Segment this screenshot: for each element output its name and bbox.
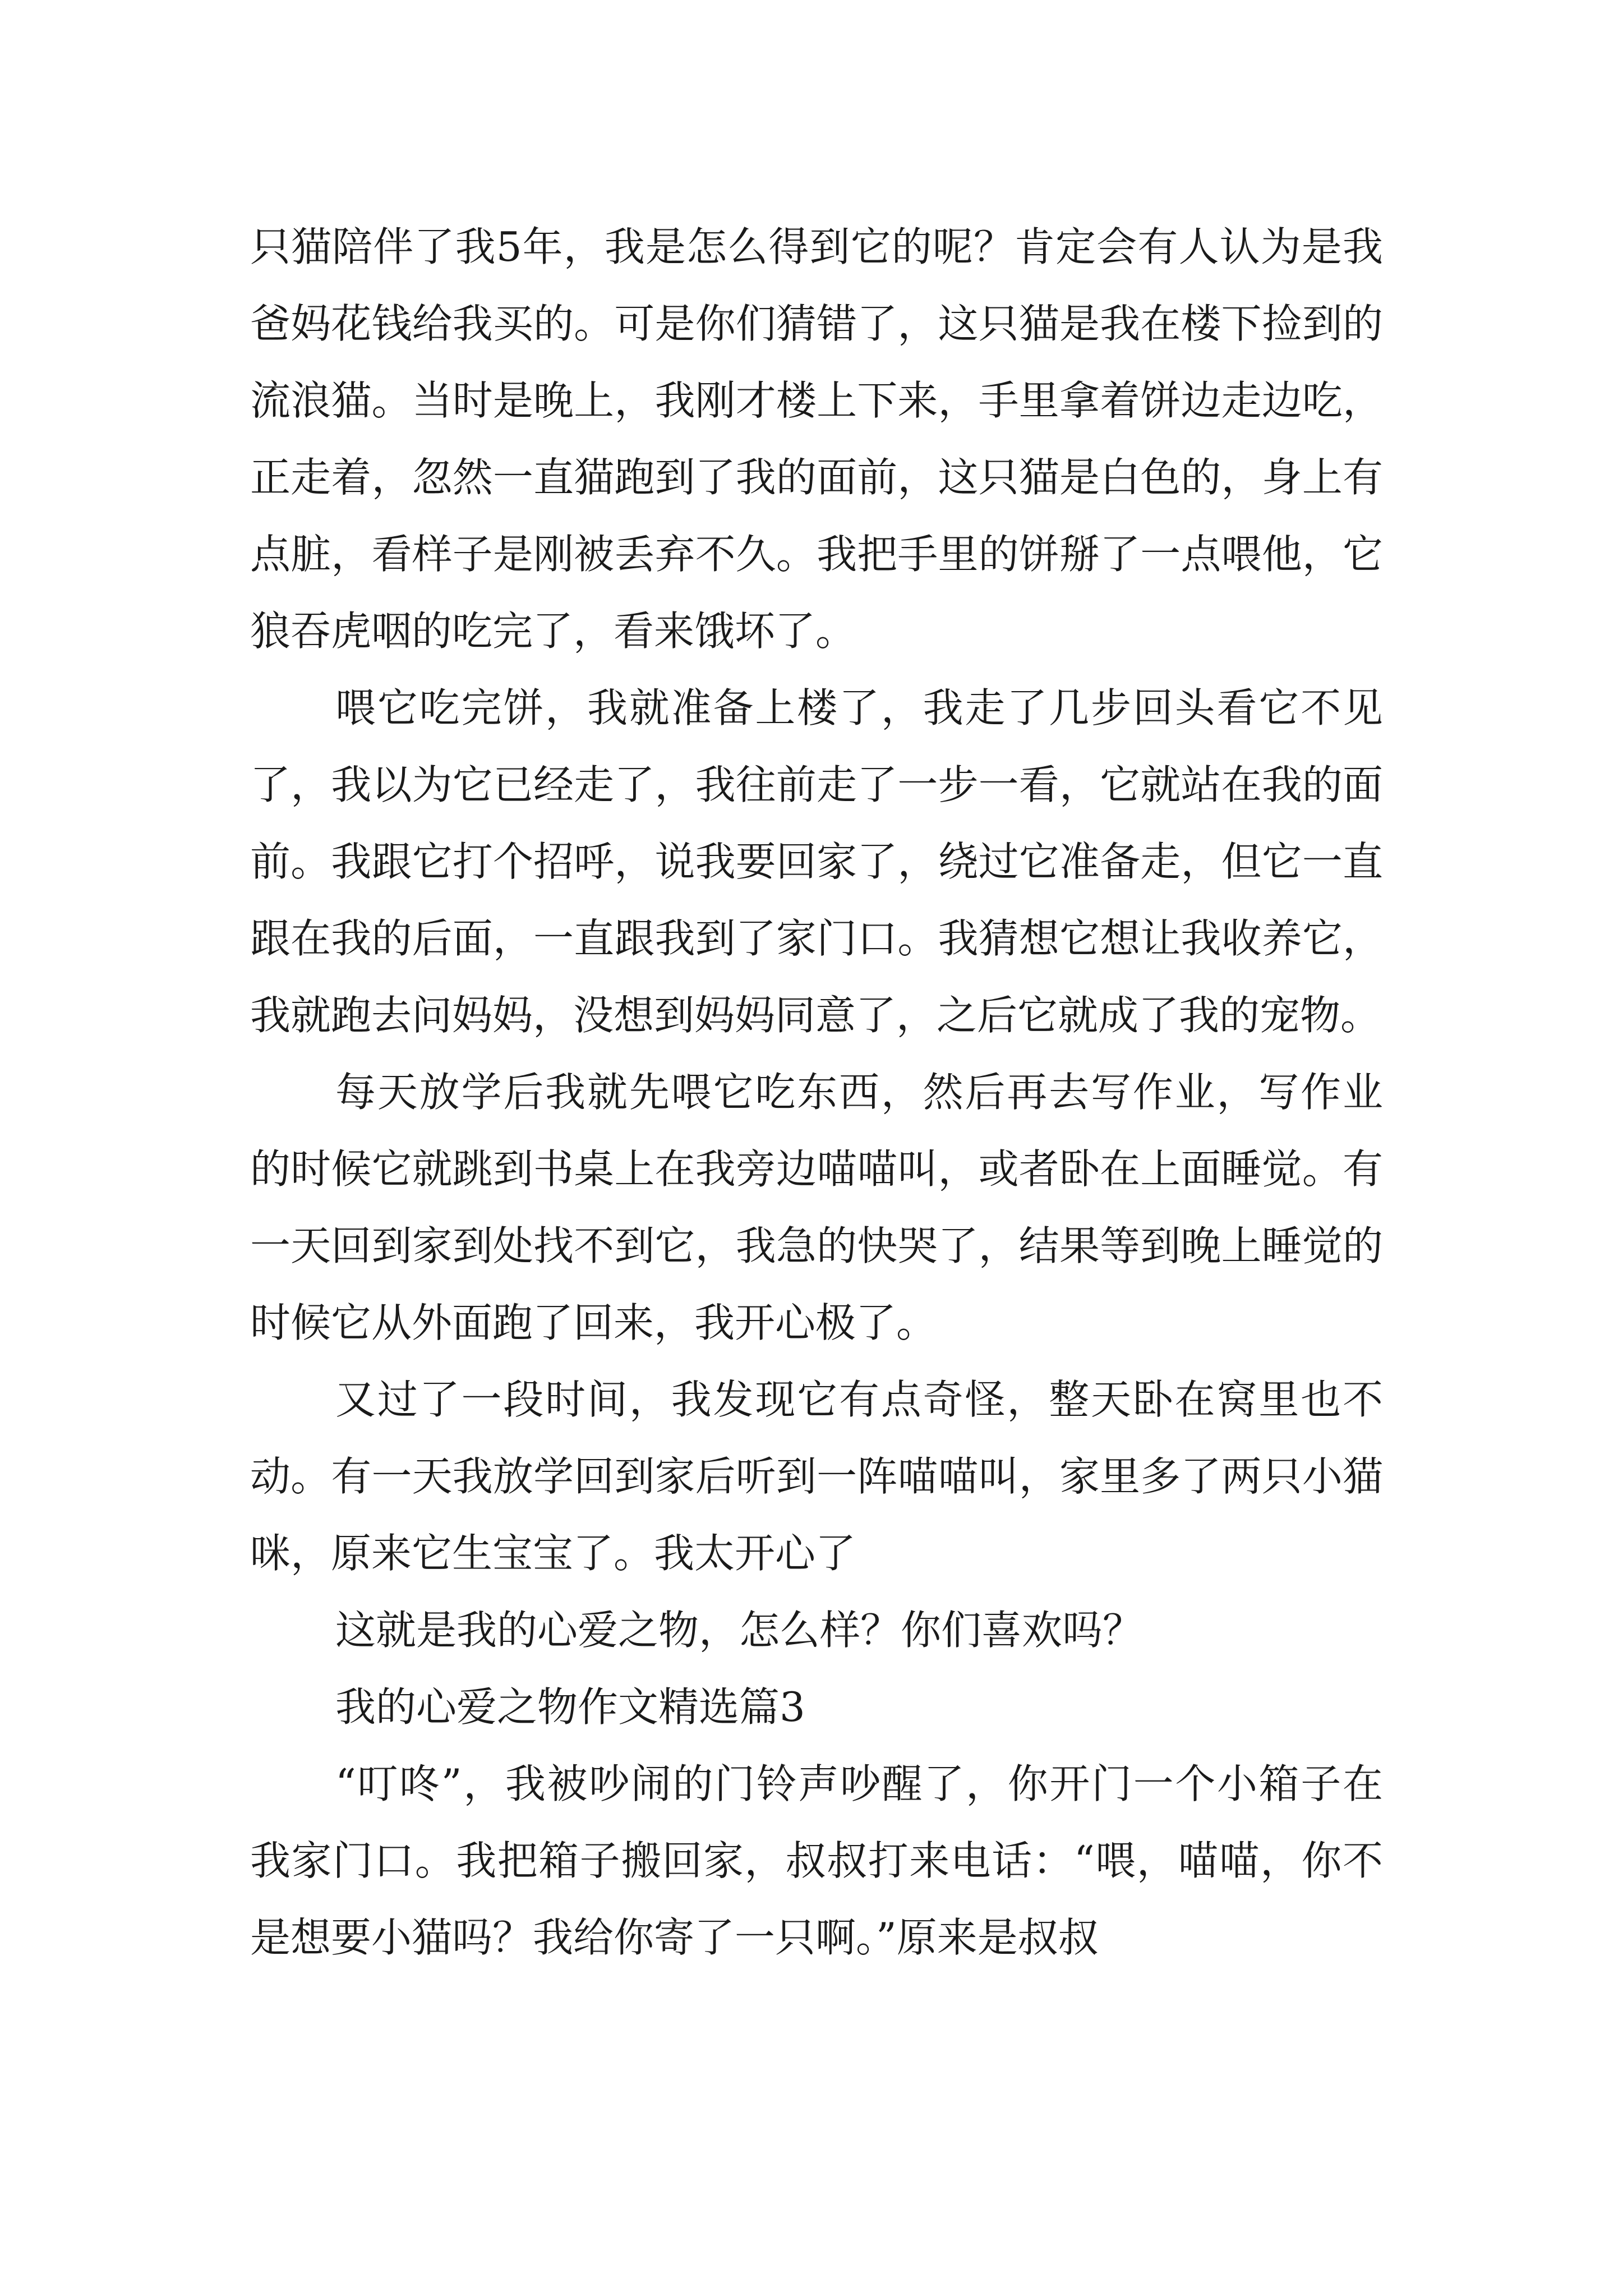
paragraph-2: 喂它吃完饼，我就准备上楼了，我走了几步回头看它不见了，我以为它已经走了，我往前走了一步一看，它就站在我的面前。我跟它打个招呼，说我要回家了，绕过它准备走，但它一直跟在我的后面，一直跟我到了家门口。我猜想它想让我收养它，我就跑去问妈妈，没想到妈妈同意了，之后它就成了我的宠物。 bbox=[250, 684, 1383, 1039]
paragraph-1: 只猫陪伴了我5年，我是怎么得到它的呢？肯定会有人认为是我爸妈花钱给我买的。可是你们猜错了，这只猫是我在楼下捡到的流浪猫。当时是晚上，我刚才楼上下来，手里拿着饼边走边吃，正走着，忽然一直猫跑到了我的面前，这只猫是白色的，身上有点脏，看样子是刚被丢弃不久。我把手里的饼掰了一点喂他，它狼吞虎咽的吃完了，看来饿坏了。 bbox=[250, 223, 1383, 655]
paragraph-5: 这就是我的心爱之物，怎么样？你们喜欢吗？ bbox=[335, 1607, 1144, 1654]
paragraph-7: “叮咚”，我被吵闹的门铃声吵醒了，你开门一个小箱子在我家门口。我把箱子搬回家，叔叔打来电话：“喂，喵喵，你不是想要小猫吗？我给你寄了一只啊。”原来是叔叔 bbox=[250, 1760, 1383, 1961]
document-body bbox=[250, 209, 1383, 1976]
section-heading: 我的心爱之物作文精选篇3 bbox=[335, 1683, 805, 1731]
paragraph-3: 每天放学后我就先喂它吃东西，然后再去写作业，写作业的时候它就跳到书桌上在我旁边喵喵叫，或者卧在上面睡觉。有一天回到家到处找不到它，我急的快哭了，结果等到晚上睡觉的时候它从外面跑了回来，我开心极了。 bbox=[250, 1069, 1383, 1346]
paragraph-4: 又过了一段时间，我发现它有点奇怪，整天卧在窝里也不动。有一天我放学回到家后听到一阵喵喵叫，家里多了两只小猫咪，原来它生宝宝了。我太开心了 bbox=[250, 1376, 1383, 1577]
